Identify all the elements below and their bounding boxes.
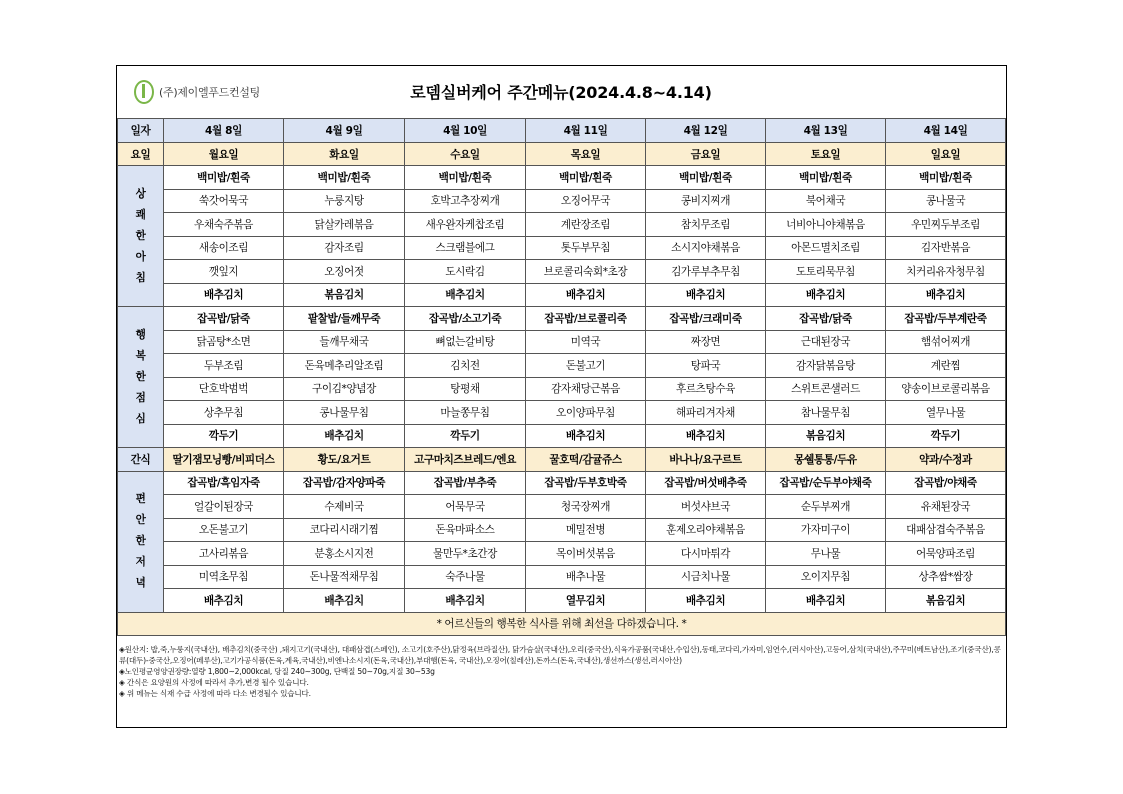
date-cell: 4월 11일: [526, 119, 646, 143]
menu-item: 배추나물: [526, 565, 646, 589]
menu-item: 배추김치: [646, 283, 766, 307]
menu-item: 배추김치: [405, 283, 526, 307]
menu-item: 닭곰탕*소면: [164, 330, 284, 354]
menu-item: 어묵양파조림: [886, 542, 1006, 566]
menu-item: 고사리볶음: [164, 542, 284, 566]
menu-item: 볶음김치: [766, 424, 886, 448]
menu-item: 들깨무채국: [284, 330, 405, 354]
menu-item: 배추김치: [405, 589, 526, 613]
menu-item: 깍두기: [405, 424, 526, 448]
weekday-cell: 화요일: [284, 143, 405, 166]
snack-label: 간식: [118, 448, 164, 472]
menu-item: 잡곡밥/두부호박죽: [526, 471, 646, 495]
menu-item: 오징어젓: [284, 260, 405, 284]
meal-row: [118, 401, 1006, 425]
menu-item: 탕파국: [646, 354, 766, 378]
menu-item: 양송이브로콜리볶음: [886, 377, 1006, 401]
menu-item: 쑥갓어묵국: [164, 189, 284, 213]
weekday-cell: 수요일: [405, 143, 526, 166]
menu-item: 뼈없는갈비탕: [405, 330, 526, 354]
menu-item: 돈육마파소스: [405, 518, 526, 542]
snack-cell: 바나나/요구르트: [646, 448, 766, 472]
menu-item: 열무김치: [526, 589, 646, 613]
menu-item: 배추김치: [646, 424, 766, 448]
menu-item: 백미밥/흰죽: [646, 166, 766, 190]
menu-item: 탕평채: [405, 377, 526, 401]
menu-item: 돈불고기: [526, 354, 646, 378]
weekday-cell: 월요일: [164, 143, 284, 166]
menu-item: 훈제오리야채볶음: [646, 518, 766, 542]
menu-item: 누룽지탕: [284, 189, 405, 213]
menu-item: 배추김치: [526, 424, 646, 448]
menu-item: 깻잎지: [164, 260, 284, 284]
menu-item: 짜장면: [646, 330, 766, 354]
menu-item: 목이버섯볶음: [526, 542, 646, 566]
weekday-cell: 토요일: [766, 143, 886, 166]
menu-item: 새우완자케찹조림: [405, 213, 526, 237]
menu-item: 구이김*양념장: [284, 377, 405, 401]
snack-cell: 딸기잼모닝빵/비피더스: [164, 448, 284, 472]
menu-item: 배추김치: [646, 589, 766, 613]
meal-row: [118, 518, 1006, 542]
menu-item: 유채된장국: [886, 495, 1006, 519]
meal-label: 상 쾌 한 아 침: [118, 166, 164, 307]
menu-item: 배추김치: [766, 589, 886, 613]
menu-item: 어묵무국: [405, 495, 526, 519]
menu-item: 무나물: [766, 542, 886, 566]
menu-item: 다시마튀각: [646, 542, 766, 566]
date-cell: 4월 13일: [766, 119, 886, 143]
snack-cell: 황도/요거트: [284, 448, 405, 472]
menu-item: 마늘쫑무침: [405, 401, 526, 425]
menu-item: 잡곡밥/크래미죽: [646, 307, 766, 331]
menu-item: 콩나물국: [886, 189, 1006, 213]
menu-item: 톳두부무침: [526, 236, 646, 260]
meal-row: [118, 260, 1006, 284]
menu-item: 계란찜: [886, 354, 1006, 378]
meal-row: [118, 213, 1006, 237]
menu-item: 콩비지찌개: [646, 189, 766, 213]
menu-item: 배추김치: [164, 589, 284, 613]
menu-item: 배추김치: [526, 283, 646, 307]
meal-row: [118, 236, 1006, 260]
menu-item: 얼갈이된장국: [164, 495, 284, 519]
menu-item: 햄섞어찌개: [886, 330, 1006, 354]
menu-item: 브로콜리숙회*초장: [526, 260, 646, 284]
menu-item: 대패삼겹숙주볶음: [886, 518, 1006, 542]
menu-item: 팥찰밥/들깨무죽: [284, 307, 405, 331]
menu-item: 단호박범벅: [164, 377, 284, 401]
menu-item: 수제비국: [284, 495, 405, 519]
menu-item: 백미밥/흰죽: [526, 166, 646, 190]
snack-cell: 꿀호떡/감귤쥬스: [526, 448, 646, 472]
menu-item: 돈육메추리알조림: [284, 354, 405, 378]
date-label: 일자: [118, 119, 164, 143]
menu-item: 우민찌두부조림: [886, 213, 1006, 237]
menu-item: 참치무조림: [646, 213, 766, 237]
menu-item: 잡곡밥/브로콜리죽: [526, 307, 646, 331]
menu-item: 가자미구이: [766, 518, 886, 542]
menu-item: 잡곡밥/버섯배추죽: [646, 471, 766, 495]
meal-row: [118, 424, 1006, 448]
menu-item: 오돈불고기: [164, 518, 284, 542]
menu-item: 깍두기: [886, 424, 1006, 448]
menu-item: 김자반볶음: [886, 236, 1006, 260]
menu-item: 오이지무침: [766, 565, 886, 589]
menu-item: 버섯샤브국: [646, 495, 766, 519]
menu-item: 백미밥/흰죽: [766, 166, 886, 190]
date-cell: 4월 14일: [886, 119, 1006, 143]
menu-item: 두부조림: [164, 354, 284, 378]
menu-item: 볶음김치: [886, 589, 1006, 613]
menu-item: 잡곡밥/부추죽: [405, 471, 526, 495]
meal-row: [118, 166, 1006, 190]
menu-item: 백미밥/흰죽: [164, 166, 284, 190]
date-cell: 4월 8일: [164, 119, 284, 143]
menu-item: 순두부찌개: [766, 495, 886, 519]
weekday-cell: 일요일: [886, 143, 1006, 166]
menu-item: 해파리겨자채: [646, 401, 766, 425]
info-line: ◈노인평균영양권장량:열량 1,800~2,000kcal, 당질 240~300g, 단백질 50~70g,지질 30~53g: [119, 667, 435, 676]
menu-item: 소시지야채볶음: [646, 236, 766, 260]
snack-cell: 몽쉘통통/두유: [766, 448, 886, 472]
menu-item: 근대된장국: [766, 330, 886, 354]
menu-item: 미역초무침: [164, 565, 284, 589]
menu-item: 도시락김: [405, 260, 526, 284]
header: [117, 66, 1005, 118]
meal-label: 행 복 한 점 심: [118, 307, 164, 448]
menu-item: 배추김치: [164, 283, 284, 307]
menu-item: 열무나물: [886, 401, 1006, 425]
meal-row: [118, 283, 1006, 307]
menu-item: 김치전: [405, 354, 526, 378]
meal-row: [118, 565, 1006, 589]
menu-item: 너비아니야채볶음: [766, 213, 886, 237]
info-line: ◈ 위 메뉴는 식재 수급 사정에 따라 다소 변경될수 있습니다.: [119, 689, 311, 698]
company-name: (주)제이엘푸드컨설팅: [159, 86, 260, 99]
meal-row: [118, 189, 1006, 213]
menu-item: 스위트콘샐러드: [766, 377, 886, 401]
date-cell: 4월 12일: [646, 119, 766, 143]
date-cell: 4월 9일: [284, 119, 405, 143]
info-line: ◈ 간식은 요양원의 사정에 따라서 추가,변경 될수 있습니다.: [119, 678, 309, 687]
menu-item: 잡곡밥/소고기죽: [405, 307, 526, 331]
menu-item: 오이양파무침: [526, 401, 646, 425]
menu-item: 상추무침: [164, 401, 284, 425]
meal-row: [118, 354, 1006, 378]
footer-note-row: [118, 612, 1006, 635]
menu-item: 잡곡밥/두부계란죽: [886, 307, 1006, 331]
menu-item: 배추김치: [284, 589, 405, 613]
menu-item: 배추김치: [886, 283, 1006, 307]
menu-item: 잡곡밥/야채죽: [886, 471, 1006, 495]
menu-item: 감자닭볶음탕: [766, 354, 886, 378]
menu-sheet: [116, 65, 1007, 728]
menu-item: 감자채당근볶음: [526, 377, 646, 401]
menu-item: 분홍소시지전: [284, 542, 405, 566]
menu-item: 배추김치: [766, 283, 886, 307]
menu-item: 잡곡밥/닭죽: [766, 307, 886, 331]
meal-row: [118, 495, 1006, 519]
menu-item: 스크램블에그: [405, 236, 526, 260]
weekly-menu-table: [117, 118, 1006, 636]
weekday-row: [118, 143, 1006, 166]
menu-item: 감자조림: [284, 236, 405, 260]
info-line: ◈원산지: 밥,죽,누룽지(국내산), 배추김치(중국산) ,돼지고기(국내산), 대패삼겹(스페인), 소고기(호주산),닭정육(브라질산), 닭가슴살(국내산),오리(중국산),식육가공품(국내산,수입산),동태,코다리,가자미,임연수,(러시아산),고등어,삼치(국내산),주꾸미(베트남산),조기(중국산),콩류(대두)-중국산,오징어(페루산),고기가공식품(돈육,계육,국내산),비엔나소시지(돈육,국내산),부대햄(돈육, 국내산),오징어(칠레산),돈까스(돈육,국내산),생선까스(생선,러시아산): [119, 645, 1001, 665]
menu-item: 청국장찌개: [526, 495, 646, 519]
menu-item: 백미밥/흰죽: [886, 166, 1006, 190]
menu-item: 새송이조림: [164, 236, 284, 260]
menu-item: 계란장조림: [526, 213, 646, 237]
menu-item: 아몬드멸치조림: [766, 236, 886, 260]
menu-item: 잡곡밥/감자양파죽: [284, 471, 405, 495]
page-title: 로뎀실버케어 주간메뉴(2024.4.8~4.14): [410, 83, 712, 102]
menu-item: 볶음김치: [284, 283, 405, 307]
menu-item: 북어채국: [766, 189, 886, 213]
menu-item: 백미밥/흰죽: [284, 166, 405, 190]
menu-item: 시금치나물: [646, 565, 766, 589]
menu-item: 깍두기: [164, 424, 284, 448]
menu-item: 호박고추장찌개: [405, 189, 526, 213]
weekday-cell: 금요일: [646, 143, 766, 166]
meal-row: [118, 542, 1006, 566]
menu-item: 참나물무침: [766, 401, 886, 425]
menu-item: 잡곡밥/흑임자죽: [164, 471, 284, 495]
menu-item: 코다리시래기찜: [284, 518, 405, 542]
menu-item: 돈나물적채무침: [284, 565, 405, 589]
menu-item: 김가루부추무침: [646, 260, 766, 284]
meal-row: [118, 307, 1006, 331]
date-row: [118, 119, 1006, 143]
menu-item: 우채숙주볶음: [164, 213, 284, 237]
menu-item: 도토리묵무침: [766, 260, 886, 284]
menu-item: 닭살카레볶음: [284, 213, 405, 237]
menu-item: 백미밥/흰죽: [405, 166, 526, 190]
info-notes: [119, 644, 1003, 699]
menu-item: 잡곡밥/닭죽: [164, 307, 284, 331]
menu-item: 배추김치: [284, 424, 405, 448]
menu-item: 치커리유자청무침: [886, 260, 1006, 284]
snack-cell: 약과/수정과: [886, 448, 1006, 472]
meal-row: [118, 471, 1006, 495]
date-cell: 4월 10일: [405, 119, 526, 143]
meal-row: [118, 589, 1006, 613]
menu-item: 후르츠탕수육: [646, 377, 766, 401]
menu-item: 메밀전병: [526, 518, 646, 542]
weekday-cell: 목요일: [526, 143, 646, 166]
menu-item: 콩나물무침: [284, 401, 405, 425]
meal-row: [118, 377, 1006, 401]
menu-item: 상추쌈*쌈장: [886, 565, 1006, 589]
meal-row: [118, 330, 1006, 354]
footer-note: * 어르신들의 행복한 식사를 위해 최선을 다하겠습니다. *: [118, 612, 1006, 635]
menu-item: 물만두*초간장: [405, 542, 526, 566]
snack-cell: 고구마치즈브레드/엔요: [405, 448, 526, 472]
menu-item: 잡곡밥/순두부야채죽: [766, 471, 886, 495]
menu-item: 미역국: [526, 330, 646, 354]
menu-item: 숙주나물: [405, 565, 526, 589]
meal-label: 편 안 한 저 녁: [118, 471, 164, 612]
menu-item: 오징어무국: [526, 189, 646, 213]
weekday-label: 요일: [118, 143, 164, 166]
snack-row: [118, 448, 1006, 472]
